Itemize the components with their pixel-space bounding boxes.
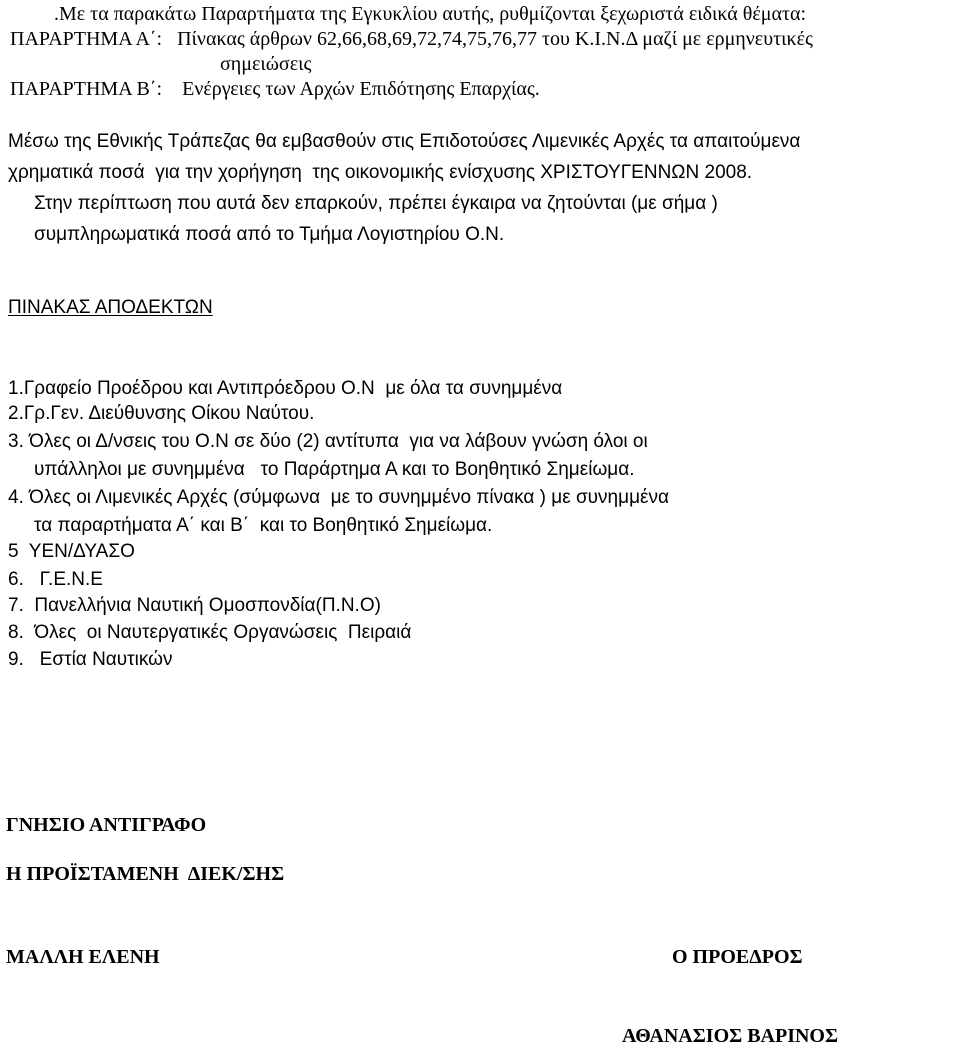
recipient-item: 9. Εστία Ναυτικών [8,649,173,670]
recipient-item: 8. Όλες οι Ναυτεργατικές Οργανώσεις Πειραιά [8,622,412,643]
intro-line: .Με τα παρακάτω Παραρτήματα της Εγκυκλίου αυτής, ρυθμίζονται ξεχωριστά ειδικά θέματα: [54,3,807,25]
funding-line-4: συμπληρωματικά ποσά από το Τμήμα Λογιστηρίου Ο.Ν. [34,224,505,245]
recipient-item: 7. Πανελλήνια Ναυτική Ομοσπονδία(Π.Ν.Ο) [8,595,381,616]
recipient-item: 5 ΥΕΝ/ΔΥΑΣΟ [8,541,135,562]
head-of-department-name: ΜΑΛΛΗ ΕΛΕΝΗ [6,946,160,968]
recipient-item: 3. Όλες οι Δ/νσεις του Ο.Ν σε δύο (2) αντίτυπα για να λάβουν γνώση όλοι οι [8,431,648,452]
recipient-item: 6. Γ.Ε.Ν.Ε [8,569,103,590]
president-title: Ο ΠΡΟΕΔΡΟΣ [672,946,803,968]
recipient-item: 1.Γραφείο Προέδρου και Αντιπρόεδρου Ο.Ν με όλα τα συνημμένα [8,378,563,399]
recipient-item: 4. Όλες οι Λιμενικές Αρχές (σύμφωνα με το συνημμένο πίνακα ) με συνημμένα [8,487,669,508]
appendix-b-line: ΠΑΡΑΡΤΗΜΑ Β΄: Ενέργειες των Αρχών Επιδότησης Επαρχίας. [10,78,540,100]
appendix-a-line: ΠΑΡΑΡΤΗΜΑ Α΄: Πίνακας άρθρων 62,66,68,69,72,74,75,76,77 του Κ.Ι.Ν.Δ μαζί με ερμηνευτικές [10,28,813,50]
president-name: ΑΘΑΝΑΣΙΟΣ ΒΑΡΙΝΟΣ [622,1025,839,1047]
funding-line-3: Στην περίπτωση που αυτά δεν επαρκούν, πρέπει έγκαιρα να ζητούνται (με σήμα ) [34,193,718,214]
certified-copy-label: ΓΝΗΣΙΟ ΑΝΤΙΓΡΑΦΟ [6,814,207,836]
recipient-item-continuation: τα παραρτήματα Α΄ και Β΄ και το Βοηθητικό Σημείωμα. [34,515,493,536]
appendix-a-continuation: σημειώσεις [220,53,312,75]
head-of-department-title: Η ΠΡΟΪΣΤΑΜΕΝΗ ΔΙΕΚ/ΣΗΣ [6,863,285,885]
recipient-item-continuation: υπάλληλοι με συνημμένα το Παράρτημα Α και το Βοηθητικό Σημείωμα. [34,459,635,480]
funding-line-1: Μέσω της Εθνικής Τράπεζας θα εμβασθούν στις Επιδοτούσες Λιμενικές Αρχές τα απαιτούμενα [8,131,801,152]
recipient-item: 2.Γρ.Γεν. Διεύθυνσης Οίκου Ναύτου. [8,403,315,424]
recipients-heading: ΠΙΝΑΚΑΣ ΑΠΟΔΕΚΤΩΝ [8,297,213,318]
funding-line-2: χρηματικά ποσά για την χορήγηση της οικονομικής ενίσχυσης ΧΡΙΣΤΟΥΓΕΝΝΩΝ 2008. [8,162,753,183]
